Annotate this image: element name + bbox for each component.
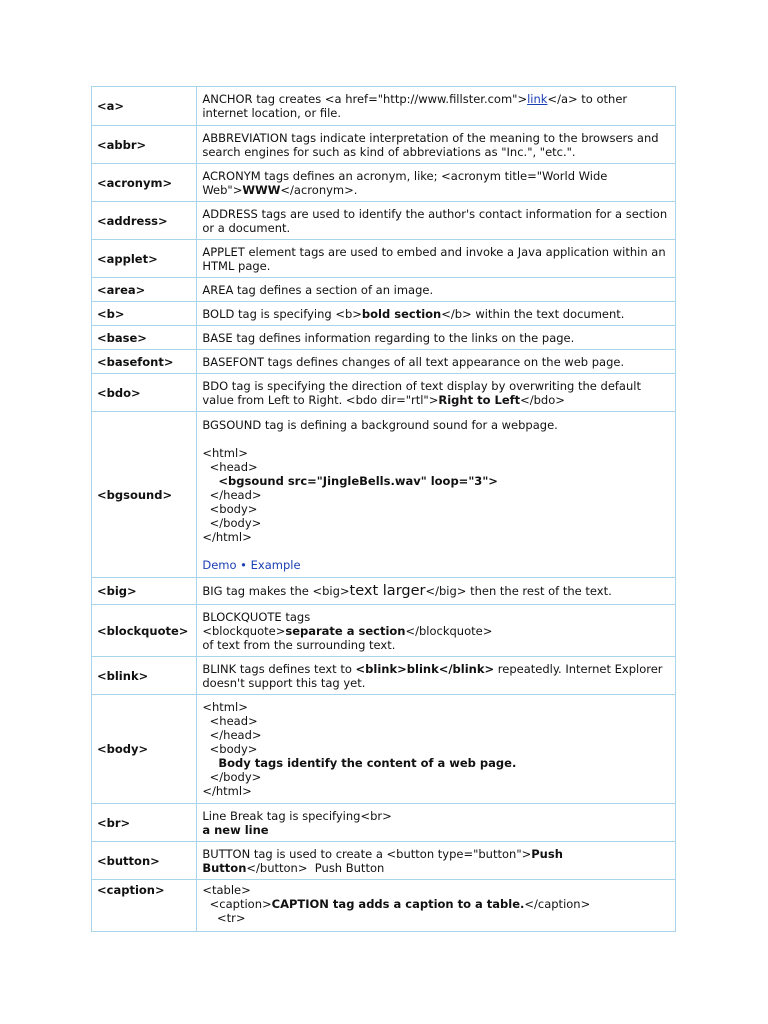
desc-text: repeatedly. Internet Explorer doesn't support this tag yet.: [202, 661, 663, 690]
table-row: [92, 126, 676, 164]
code-bold: Body tags identify the content of a web page.: [202, 756, 517, 770]
desc-bold: <blink>blink</blink>: [355, 661, 495, 676]
desc-text: BUTTON tag is used to create a <button type="button">: [202, 846, 532, 861]
desc-text: BIG tag makes the <big>: [202, 584, 350, 598]
table-row: [92, 804, 676, 842]
tag-name: <b>: [92, 302, 197, 326]
desc-text: </b> within the text document.: [441, 306, 625, 321]
table-row: [92, 350, 676, 374]
desc-text: ACRONYM tags defines an acronym, like; <acronym title="World Wide Web">: [202, 168, 608, 197]
tag-name: <address>: [92, 202, 197, 240]
table-row: [92, 842, 676, 880]
desc-text: </big> then the rest of the text.: [425, 584, 612, 598]
tag-description: [197, 605, 676, 657]
desc-bold: bold section: [361, 306, 442, 321]
tag-name: <bgsound>: [92, 412, 197, 578]
fillster-link[interactable]: link: [527, 92, 548, 106]
desc-bold: separate a section: [285, 623, 406, 638]
tag-description: [197, 657, 676, 695]
tag-name: <applet>: [92, 240, 197, 278]
code-line: [202, 883, 670, 911]
tag-name: <base>: [92, 326, 197, 350]
desc-text: of text from the surrounding text.: [202, 637, 396, 652]
tag-description: [197, 412, 676, 578]
tag-description: APPLET element tags are used to embed and invoke a Java application within an HTML page.: [197, 240, 676, 278]
tag-description: [197, 695, 676, 804]
desc-text: </a> to other internet location, or file.: [202, 92, 628, 120]
desc-text: BLOCKQUOTE tags: [202, 609, 311, 624]
desc-bold: a new line: [202, 822, 269, 837]
desc-bold: Push Button: [202, 846, 563, 875]
tag-description: [197, 842, 676, 880]
tag-name: <body>: [92, 695, 197, 804]
html-tags-table: [91, 86, 676, 932]
desc-text: <blockquote>: [202, 623, 286, 638]
tag-name: <bdo>: [92, 374, 197, 412]
table-row: [92, 578, 676, 605]
desc-text: </acronym>.: [280, 182, 358, 197]
code-bold: CAPTION tag adds a caption to a table.: [271, 897, 525, 911]
desc-text: BGSOUND tag is defining a background sound for a webpage.: [202, 417, 558, 432]
tag-description: [197, 87, 676, 126]
desc-text: </button> Push Button: [246, 860, 385, 875]
desc-bold: WWW: [242, 182, 281, 197]
tag-name: <abbr>: [92, 126, 197, 164]
table-row: [92, 202, 676, 240]
desc-text: BOLD tag is specifying <b>: [202, 306, 362, 321]
table-row: [92, 605, 676, 657]
code-bold: <bgsound src="JingleBells.wav" loop="3">: [202, 473, 498, 488]
table-row: [92, 164, 676, 202]
tag-description: [197, 804, 676, 842]
table-row: [92, 695, 676, 804]
table-row: [92, 302, 676, 326]
desc-text: Line Break tag is specifying<br>: [202, 808, 392, 823]
tag-name: <blink>: [92, 657, 197, 695]
tag-description: ABBREVIATION tags indicate interpretation of the meaning to the browsers and search engines for such as kind of abbreviations as "Inc.", "etc.".: [197, 126, 676, 164]
tag-description: [197, 374, 676, 412]
tag-name: <area>: [92, 278, 197, 302]
tag-description: [197, 578, 676, 605]
code-block: <html> <head>: [202, 445, 258, 474]
code-block: <tr>: [202, 911, 246, 925]
tag-description: [197, 302, 676, 326]
table-row: [92, 880, 676, 932]
table-row: [92, 657, 676, 695]
tag-name: <basefont>: [92, 350, 197, 374]
table-row: [92, 87, 676, 126]
demo-example-link[interactable]: Demo • Example: [202, 557, 301, 572]
desc-text: BLINK tags defines text to: [202, 661, 356, 676]
desc-text: ANCHOR tag creates <a href="http://www.fillster.com">: [202, 92, 528, 106]
tag-description: BASEFONT tags defines changes of all text appearance on the web page.: [197, 350, 676, 374]
table-row: [92, 240, 676, 278]
tag-name: <caption>: [92, 880, 197, 932]
tag-description: [197, 164, 676, 202]
desc-text: </caption>: [524, 897, 591, 911]
code-block: </body> </html>: [202, 770, 262, 798]
desc-bold: Right to Left: [438, 392, 521, 407]
tag-name: <a>: [92, 87, 197, 126]
tag-description: ADDRESS tags are used to identify the author's contact information for a section or a document.: [197, 202, 676, 240]
tag-name: <br>: [92, 804, 197, 842]
table-row: [92, 278, 676, 302]
tag-description: BASE tag defines information regarding to the links on the page.: [197, 326, 676, 350]
tag-name: <acronym>: [92, 164, 197, 202]
code-block: <html> <head> </head> <body>: [202, 700, 262, 756]
tag-description: AREA tag defines a section of an image.: [197, 278, 676, 302]
table-row: [92, 412, 676, 578]
code-block: <table> <caption>: [202, 883, 272, 911]
tag-name: <blockquote>: [92, 605, 197, 657]
table-row: [92, 326, 676, 350]
desc-text: </bdo>: [520, 392, 565, 407]
desc-big: text larger: [349, 583, 426, 599]
desc-text: </blockquote>: [405, 623, 493, 638]
table-row: [92, 374, 676, 412]
tag-name: <big>: [92, 578, 197, 605]
tag-name: <button>: [92, 842, 197, 880]
tag-description: [197, 880, 676, 932]
desc-text: BDO tag is specifying the direction of text display by overwriting the default value from Left to Right. <bdo dir="rtl">: [202, 378, 641, 407]
code-block: </head> <body> </body> </html>: [202, 487, 262, 544]
